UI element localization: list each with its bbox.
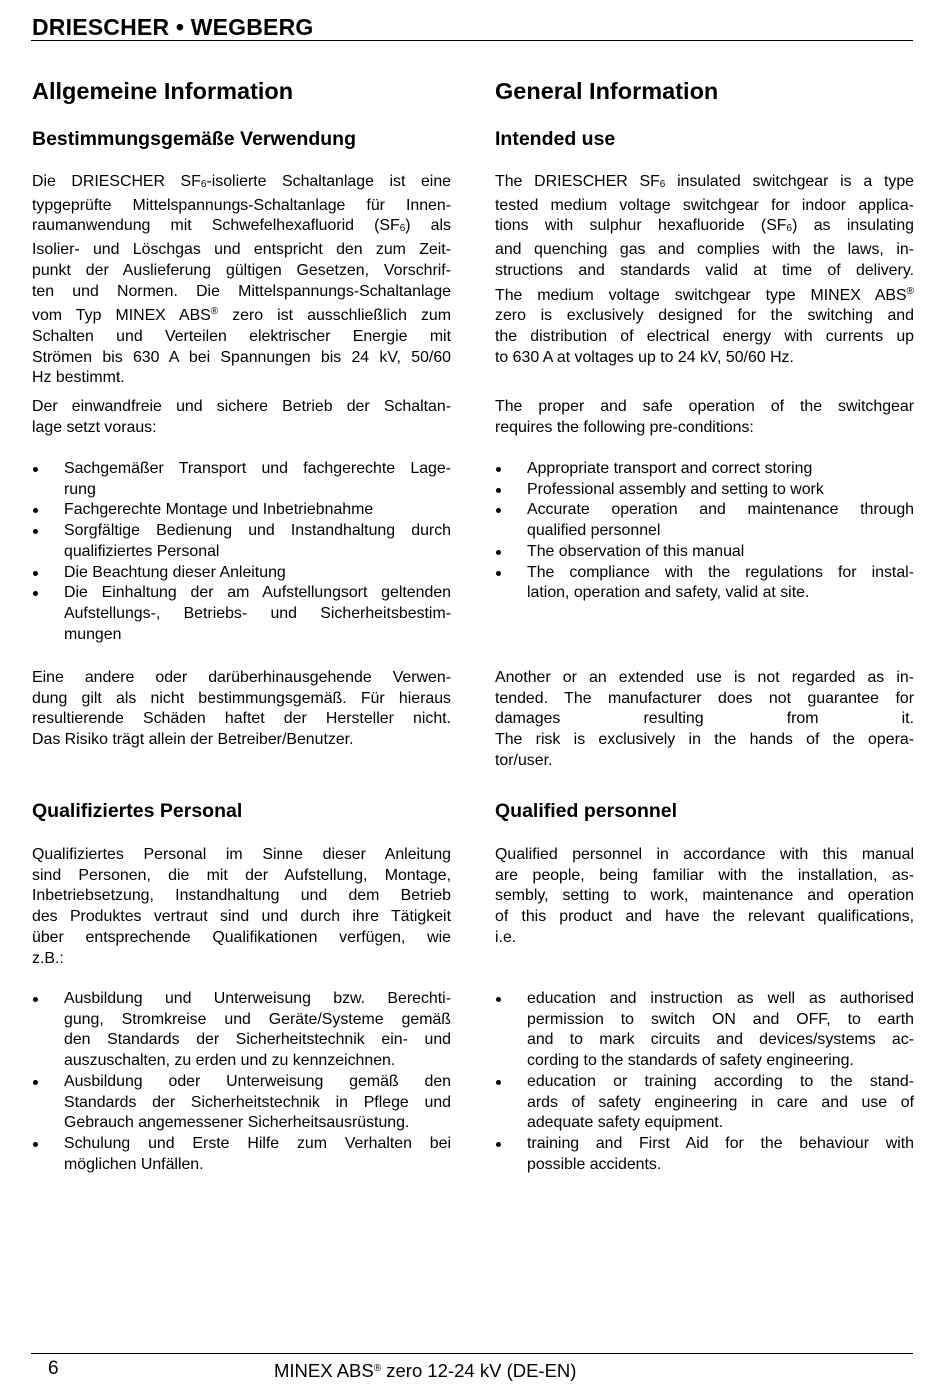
- list-item: [495, 989, 914, 1072]
- paragraph-line: typgeprüfte Mittelspannungs-Schaltanlage für Innen-: [32, 196, 451, 214]
- list-item-text: [527, 542, 914, 563]
- list-item-line: gung, Stromkreise und Geräte/Systeme gemäß: [64, 1010, 451, 1028]
- list-item-line: Aufstellungs-, Betriebs- und Sicherheitsbestim-: [64, 604, 451, 622]
- list-item-text: [64, 1134, 451, 1175]
- bullet-icon: [496, 488, 501, 493]
- de-heading: Allgemeine Information: [32, 78, 294, 104]
- paragraph-line: tor/user.: [495, 751, 553, 769]
- list-item-line: training and First Aid for the behaviour with: [527, 1134, 914, 1152]
- paragraph-line: the distribution of electrical energy with currents up: [495, 327, 914, 345]
- list-item-line: den Standards der Sicherheitstechnik ein- und: [64, 1031, 451, 1049]
- list-item-line: Ausbildung und Unterweisung bzw. Berechti-: [64, 990, 451, 1007]
- paragraph-line: i.e.: [495, 928, 517, 946]
- paragraph-line: Hz bestimmt.: [32, 369, 125, 387]
- page-number: 6: [48, 1358, 59, 1379]
- list-item-text: [64, 583, 451, 645]
- list-item-line: permission to switch ON and OFF, to earth: [527, 1010, 914, 1028]
- bullet-icon: [33, 1080, 38, 1085]
- list-item: [32, 500, 451, 521]
- list-item-line: education or training according to the stand-: [527, 1072, 914, 1090]
- bullet-icon: [33, 571, 38, 576]
- bullet-icon: [496, 550, 501, 555]
- list-item-line: qualified personnel: [527, 522, 661, 540]
- en-qualified-heading: Qualified personnel: [495, 800, 678, 822]
- paragraph-line: The risk is exclusively in the hands of the opera-: [495, 731, 914, 749]
- bullet-icon: [33, 997, 38, 1002]
- paragraph-line: Der einwandfreie und sichere Betrieb der Schaltan-: [32, 398, 451, 415]
- paragraph-line: Schalten und Verteilen elektrischer Energie mit: [32, 327, 451, 345]
- list-item: [495, 563, 914, 604]
- bullet-icon: [496, 997, 501, 1002]
- list-item: [32, 459, 451, 500]
- page-header: [31, 8, 913, 41]
- en-paragraph-4: [495, 845, 914, 949]
- list-item-line: The compliance with the regulations for instal-: [527, 563, 914, 581]
- list-item: [495, 500, 914, 541]
- list-item-line: qualifiziertes Personal: [64, 542, 220, 560]
- paragraph-line: punkt der Auslieferung gültigen Gesetzen, Vorschrif-: [32, 261, 451, 279]
- de-paragraph-3: [32, 668, 451, 751]
- paragraph-line: Qualifiziertes Personal im Sinne dieser Anleitung: [32, 846, 451, 863]
- paragraph-line: and quenching gas and complies with the laws, in-: [495, 241, 914, 259]
- bullet-icon: [496, 508, 501, 513]
- paragraph-line: tested medium voltage switchgear for indoor applica-: [495, 196, 914, 214]
- paragraph-line: über entsprechende Qualifikationen verfügen, wie: [32, 928, 451, 946]
- de-qualifications-list: [32, 989, 451, 1175]
- list-item-text: [527, 989, 914, 1072]
- list-item: [32, 521, 451, 562]
- de-paragraph-2: [32, 397, 451, 438]
- bullet-icon: [33, 529, 38, 534]
- list-item-text: [527, 500, 914, 541]
- paragraph-line: tended. The manufacturer does not guarantee for: [495, 689, 914, 707]
- paragraph-line: resultierende Schäden haftet der Hersteller nicht.: [32, 710, 451, 728]
- paragraph-line: raumanwendung mit Schwefelhexafluorid $(SF_6)$ als: [32, 217, 451, 235]
- list-item-line: adequate safety equipment.: [527, 1114, 724, 1132]
- list-item-line: rung: [64, 480, 96, 498]
- list-item: [495, 480, 914, 501]
- list-item: [32, 583, 451, 645]
- paragraph-line: Das Risiko trägt allein der Betreiber/Benutzer.: [32, 731, 354, 749]
- paragraph-line: The DRIESCHER $SF_6$ insulated switchgear is a type: [495, 173, 914, 190]
- paragraph-line: sind Personen, die mit der Aufstellung, Montage,: [32, 866, 451, 884]
- paragraph-line: of this product and have the relevant qualifications,: [495, 908, 914, 926]
- list-item: [32, 989, 451, 1072]
- paragraph-line: vom Typ MINEX ABS® zero ist ausschließlich zum: [32, 306, 451, 325]
- list-item-line: Sachgemäßer Transport und fachgerechte Lage-: [64, 460, 451, 477]
- paragraph-line: Eine andere oder darüberhinausgehende Verwen-: [32, 669, 451, 686]
- paragraph-line: The proper and safe operation of the switchgear: [495, 398, 914, 415]
- list-item-line: Accurate operation and maintenance through: [527, 501, 914, 519]
- paragraph-line: zero is exclusively designed for the switching and: [495, 307, 914, 325]
- en-paragraph-1: [495, 172, 914, 368]
- list-item-text: [64, 989, 451, 1072]
- list-item: [495, 459, 914, 480]
- list-item-text: [527, 459, 914, 480]
- paragraph-line: to 630 A at voltages up to 24 kV, 50/60 Hz.: [495, 348, 794, 366]
- page-footer-rule: [31, 1353, 913, 1354]
- list-item-line: möglichen Unfällen.: [64, 1155, 204, 1173]
- company-name: DRIESCHER • WEGBERG: [32, 14, 314, 40]
- bullet-icon: [33, 591, 38, 596]
- list-item-line: Sorgfältige Bedienung und Instandhaltung durch: [64, 522, 451, 540]
- list-item-line: and to mark circuits and devices/systems ac-: [527, 1031, 914, 1049]
- paragraph-line: Qualified personnel in accordance with this manual: [495, 846, 914, 863]
- paragraph-line: sembly, setting to work, maintenance and operation: [495, 887, 914, 905]
- list-item-text: [64, 1072, 451, 1134]
- de-intended-use-heading: Bestimmungsgemäße Verwendung: [32, 128, 356, 150]
- list-item-line: cording to the standards of safety engineering.: [527, 1052, 854, 1070]
- paragraph-line: tions with sulphur hexafluoride $(SF_6)$ as insulating: [495, 217, 914, 235]
- list-item-text: [527, 563, 914, 604]
- list-item-line: Die Beachtung dieser Anleitung: [64, 563, 286, 581]
- list-item: [495, 1072, 914, 1134]
- list-item: [495, 542, 914, 563]
- de-preconditions-list: [32, 459, 451, 645]
- bullet-icon: [496, 467, 501, 472]
- list-item: [32, 1134, 451, 1175]
- de-qualified-heading: Qualifiziertes Personal: [32, 800, 243, 822]
- list-item-line: Die Einhaltung der am Aufstellungsort geltenden: [64, 584, 451, 602]
- document-title: MINEX ABS® zero 12-24 kV (DE-EN): [274, 1360, 577, 1381]
- en-paragraph-3: [495, 668, 914, 772]
- list-item-line: lation, operation and safety, valid at site.: [527, 584, 810, 602]
- list-item-line: mungen: [64, 625, 122, 643]
- paragraph-line: dung gilt als nicht bestimmungsgemäß. Für hieraus: [32, 689, 451, 707]
- list-item-line: education and instruction as well as authorised: [527, 990, 914, 1007]
- en-preconditions-list: [495, 459, 914, 604]
- de-paragraph-1: [32, 172, 451, 389]
- paragraph-line: Die DRIESCHER $SF_6$-isolierte Schaltanlage ist eine: [32, 173, 451, 190]
- list-item-text: [527, 1072, 914, 1134]
- bullet-icon: [33, 508, 38, 513]
- list-item: [32, 563, 451, 584]
- list-item-line: The observation of this manual: [527, 542, 745, 560]
- bullet-icon: [496, 1142, 501, 1147]
- paragraph-line: are people, being familiar with the installation, as-: [495, 866, 914, 884]
- bullet-icon: [496, 1080, 501, 1085]
- list-item-line: auszuschalten, zu erden und zu kennzeichnen.: [64, 1052, 396, 1070]
- list-item-line: possible accidents.: [527, 1155, 662, 1173]
- paragraph-line: ten und Normen. Die Mittelspannungs-Schaltanlage: [32, 282, 451, 300]
- list-item-line: ards of safety engineering in care and use of: [527, 1093, 914, 1111]
- list-item-line: Ausbildung oder Unterweisung gemäß den: [64, 1072, 451, 1090]
- paragraph-line: The medium voltage switchgear type MINEX ABS®: [495, 285, 914, 304]
- paragraph-line: Inbetriebsetzung, Instandhaltung und dem Betrieb: [32, 887, 451, 905]
- list-item-line: Professional assembly and setting to work: [527, 480, 824, 498]
- list-item-line: Appropriate transport and correct storing: [527, 460, 813, 477]
- paragraph-line: Isolier- und Löschgas und entspricht den zum Zeit-: [32, 241, 451, 259]
- list-item: [495, 1134, 914, 1175]
- list-item-text: [64, 521, 451, 562]
- en-paragraph-2: [495, 397, 914, 438]
- bullet-icon: [496, 571, 501, 576]
- list-item-text: [527, 1134, 914, 1175]
- list-item-line: Standards der Sicherheitstechnik in Pflege und: [64, 1093, 451, 1111]
- paragraph-line: structions and standards valid at time of delivery.: [495, 261, 914, 279]
- en-qualifications-list: [495, 989, 914, 1175]
- paragraph-line: Another or an extended use is not regarded as in-: [495, 669, 914, 686]
- paragraph-line: requires the following pre-conditions:: [495, 418, 754, 436]
- list-item-line: Schulung und Erste Hilfe zum Verhalten bei: [64, 1134, 451, 1152]
- en-intended-use-heading: Intended use: [495, 128, 616, 150]
- paragraph-line: Strömen bis 630 A bei Spannungen bis 24 kV, 50/60: [32, 348, 451, 366]
- list-item-line: Fachgerechte Montage und Inbetriebnahme: [64, 501, 374, 519]
- list-item-text: [64, 459, 451, 500]
- en-heading: General Information: [495, 78, 719, 104]
- list-item-text: [64, 500, 451, 521]
- de-paragraph-4: [32, 845, 451, 969]
- list-item-text: [527, 480, 914, 501]
- list-item-line: Gebrauch angemessener Sicherheitsausrüstung.: [64, 1114, 410, 1132]
- paragraph-line: z.B.:: [32, 949, 64, 967]
- list-item: [32, 1072, 451, 1134]
- paragraph-line: lage setzt voraus:: [32, 418, 157, 436]
- bullet-icon: [33, 1142, 38, 1147]
- paragraph-line: des Produktes vertraut sind und durch ihre Tätigkeit: [32, 908, 451, 926]
- paragraph-line: damages resulting from it.: [495, 710, 914, 728]
- list-item-text: [64, 563, 451, 584]
- bullet-icon: [33, 467, 38, 472]
